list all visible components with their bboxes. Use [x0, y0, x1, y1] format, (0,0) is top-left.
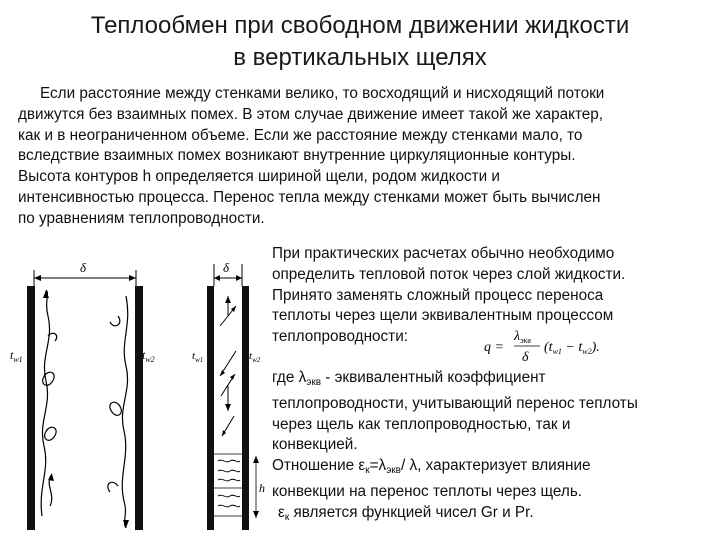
definition-line: через щель как теплопроводностью, так и	[272, 415, 571, 433]
formula-lambda: λ	[514, 329, 521, 344]
tw1-label: t	[192, 350, 196, 362]
tw1-label: t	[10, 348, 14, 362]
tw2-sub: w2	[252, 356, 261, 364]
delta-label: δ	[80, 260, 87, 275]
svg-text:tw1	[192, 350, 203, 364]
formula-lambda-sub: экв	[520, 336, 531, 345]
paragraph-line: Высота контуров h определяется шириной щели, родом жидкости и	[18, 168, 500, 186]
tw2-sub: w2	[145, 355, 155, 364]
paragraph-line: движутся без взаимных помех. В этом случае движение имеет такой же характер,	[18, 105, 604, 123]
definition-line: теплопроводности, учитывающий перенос теплоты	[272, 394, 638, 412]
right-text-line: При практических расчетах обычно необходимо	[272, 245, 615, 262]
svg-text:(tw1 − tw2).	[544, 340, 600, 356]
definition-line: где $\lambda_{экв}$ - эквивалентный коэффициент	[272, 368, 546, 388]
title-line-1: Теплообмен при свободном движении жидкости	[90, 12, 630, 39]
right-text-block	[272, 244, 712, 529]
slide-title	[0, 10, 720, 74]
paragraph-line: по уравнениям теплопроводности.	[18, 209, 265, 227]
paragraph-line: Если расстояние между стенками велико, то восходящий и нисходящий потоки	[40, 85, 605, 102]
right-text-line: определить тепловой поток через слой жидкости.	[272, 265, 626, 283]
definition-line: конвекции на перенос теплоты через щель.	[272, 482, 583, 500]
svg-text:tw1	[10, 348, 23, 364]
tw2-label: t	[249, 350, 253, 362]
ratio-line: Отношение $\varepsilon_к=\lambda_{экв}/$ λ, характеризует влияние	[272, 457, 591, 477]
right-text-line: теплопроводности:	[272, 328, 408, 346]
intro-paragraph	[18, 84, 713, 230]
wide-slot-figure	[10, 256, 160, 534]
narrow-slot-figure	[192, 256, 272, 534]
definition-line: конвекцией.	[272, 436, 358, 454]
right-text-line: теплоты через щели эквивалентным процессом	[272, 307, 614, 325]
tw1-sub: w1	[13, 355, 23, 364]
paragraph-line: интенсивностью процесса. Перенос тепла между стенками может быть вычислен	[18, 188, 601, 206]
formula-rhs: (t	[544, 340, 553, 355]
formula-sub2: w2	[582, 347, 592, 356]
svg-text:tw2	[249, 350, 261, 364]
formula-sub1: w1	[552, 347, 562, 356]
svg-text:tw2	[142, 348, 155, 364]
formula-delta: δ	[522, 350, 529, 365]
right-text-line: Принято заменять сложный процесс переноса	[272, 286, 604, 304]
paragraph-line: как и в неограниченном объеме. Если же расстояние между стенками мало, то	[18, 126, 583, 144]
h-label: h	[259, 481, 265, 495]
formula-end: ).	[591, 340, 600, 355]
formula-mid: − t	[561, 340, 583, 355]
heat-flux-formula	[484, 326, 644, 366]
title-line-2: в вертикальных щелях	[233, 44, 487, 71]
tw1-sub: w1	[195, 356, 204, 364]
svg-text:λэкв	[513, 329, 531, 345]
tw2-label: t	[142, 348, 146, 362]
paragraph-line: вследствие взаимных помех возникают внутренние циркуляционные контуры.	[18, 147, 576, 165]
delta-label: δ	[223, 260, 230, 275]
conclusion-line: $\varepsilon_к$ является функцией чисел Gr и Pr.	[278, 503, 534, 523]
formula-lhs: q =	[484, 340, 504, 355]
